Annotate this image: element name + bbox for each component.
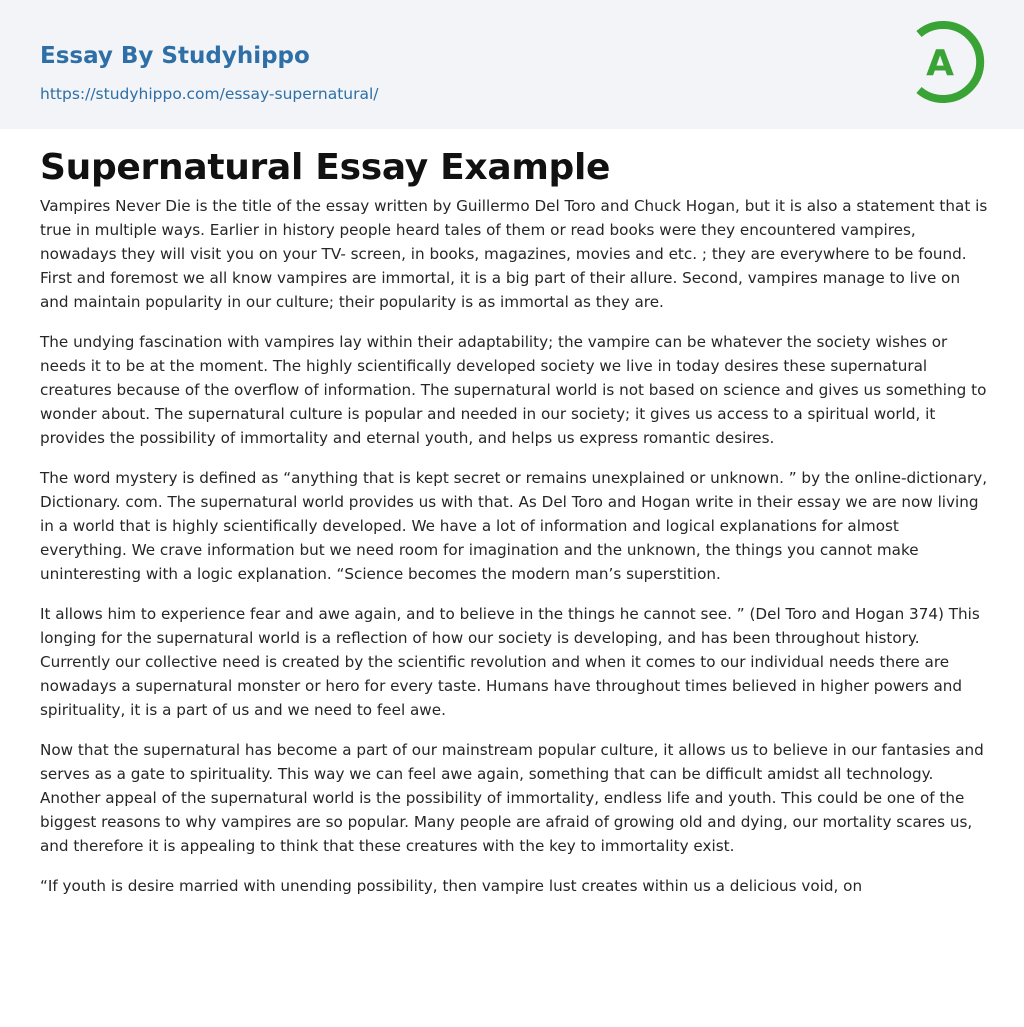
- essay-paragraph: “If youth is desire married with unending possibility, then vampire lust creates within us a delicious void, on: [40, 877, 863, 895]
- brand-title: Essay By Studyhippo: [40, 43, 310, 69]
- essay-paragraph: Vampires Never Die is the title of the essay written by Guillermo Del Toro and Chuck Hogan, but it is also a statement that is true in multiple ways. Earlier in history people heard tales of them or read books were they encountered vampires, nowadays they will visit you on your TV- screen, in books, magazines, movies and etc. ; they are everywhere to be found. First and foremost we all know vampires are immortal, it is a big part of their allure. Second, vampires manage to live on and maintain popularity in our culture; their popularity is as immortal as they are.: [40, 197, 988, 311]
- studyhippo-logo-icon[interactable]: [905, 17, 991, 107]
- site-header: [0, 0, 1024, 129]
- essay-body: [40, 194, 990, 914]
- essay-paragraph: The word mystery is defined as “anything that is kept secret or remains unexplained or unknown. ” by the online-dictionary, Dictionary. com. The supernatural world provides us with that. As Del Toro and Hogan write in their essay we are now living in a world that is highly scientifically developed. We have a lot of information and logical explanations for almost everything. We crave information but we need room for imagination and the unknown, the things you cannot make uninteresting with a logic explanation. “Science becomes the modern man’s superstition.: [40, 469, 988, 583]
- essay-paragraph: The undying fascination with vampires lay within their adaptability; the vampire can be whatever the society wishes or needs it to be at the moment. The highly scientifically developed society we live in today desires these supernatural creatures because of the overflow of information. The supernatural world is not based on science and gives us something to wonder about. The supernatural culture is popular and needed in our society; it gives us access to a spiritual world, it provides the possibility of immortality and eternal youth, and helps us express romantic desires.: [40, 333, 987, 447]
- essay-paragraph: Now that the supernatural has become a part of our mainstream popular culture, it allows us to believe in our fantasies and serves as a gate to spirituality. This way we can feel awe again, something that can be difficult amidst all technology. Another appeal of the supernatural world is the possibility of immortality, endless life and youth. This could be one of the biggest reasons to why vampires are so popular. Many people are afraid of growing old and dying, our mortality scares us, and therefore it is appealing to think that these creatures with the key to immortality exist.: [40, 741, 984, 855]
- essay-paragraph: It allows him to experience fear and awe again, and to believe in the things he cannot see. ” (Del Toro and Hogan 374) This longing for the supernatural world is a reflection of how our society is developing, and has been throughout history. Currently our collective need is created by the scientific revolution and when it comes to our individual needs there are nowadays a supernatural monster or hero for every taste. Humans have throughout times believed in higher powers and spirituality, it is a part of us and we need to feel awe.: [40, 605, 980, 719]
- page-title: Supernatural Essay Example: [40, 147, 611, 188]
- logo-letter: A: [926, 43, 954, 84]
- essay-url-link[interactable]: https://studyhippo.com/essay-supernatural/: [40, 85, 379, 103]
